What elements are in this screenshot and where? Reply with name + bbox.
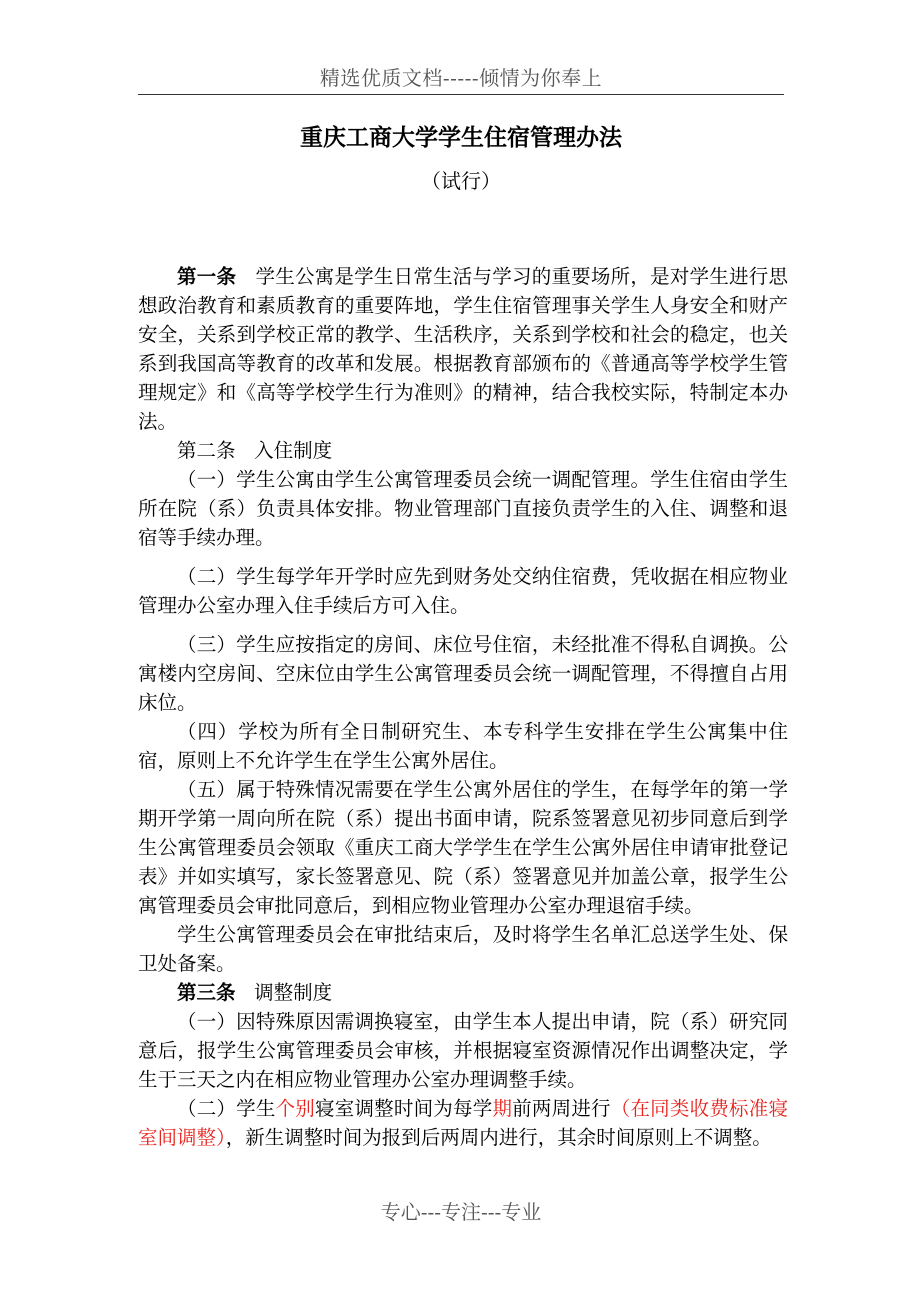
article-1-label: 第一条 xyxy=(177,265,237,288)
highlight-term: 期 xyxy=(492,1097,513,1120)
article-3-item-2 xyxy=(138,1094,788,1152)
highlight-same-fee-note: （在同类收费标准寝室间调整） xyxy=(138,1097,788,1149)
document-title: 重庆工商大学学生住宿管理办法 xyxy=(300,125,622,151)
item-2-part-1: （二）学生 xyxy=(177,1097,276,1120)
article-2-item-2: （二）学生每学年开学时应先到财务处交纳住宿费，凭收据在相应物业管理办公室办理入住手续后方可入住。 xyxy=(138,565,788,617)
article-2-note: 学生公寓管理委员会在审批结束后，及时将学生名单汇总送学生处、保卫处备案。 xyxy=(138,923,788,975)
document-body xyxy=(138,262,788,1152)
article-2-item-3: （三）学生应按指定的房间、床位号住宿，未经批准不得私自调换。公寓楼内空房间、空床位由学生公寓管理委员会统一调配管理，不得擅自占用床位。 xyxy=(138,633,788,714)
article-1 xyxy=(138,262,788,436)
article-3-label: 第三条 xyxy=(177,981,236,1004)
article-3-item-1: （一）因特殊原因需调换寝室，由学生本人提出申请，院（系）研究同意后，报学生公寓管理委员会审核，并根据寝室资源情况作出调整决定，学生于三天之内在相应物业管理办公室办理调整手续。 xyxy=(138,1010,788,1091)
item-2-part-3: 前两周进行 xyxy=(512,1097,611,1120)
article-2-title: 入住制度 xyxy=(254,439,333,462)
article-3-heading xyxy=(138,978,788,1007)
article-2-item-5: （五）属于特殊情况需要在学生公寓外居住的学生，在每学年的第一学期开学第一周向所在院（系）提出书面申请，院系签署意见初步同意后到学生公寓管理委员会领取《重庆工商大学学生在学生公寓外居住申请审批登记表》并如实填写，家长签署意见、院（系）签署意见并加盖公章，报学生公寓管理委员会审批同意后，到相应物业管理办公室办理退宿手续。 xyxy=(138,778,788,917)
article-2-heading xyxy=(138,436,788,465)
document-subtitle: （试行） xyxy=(421,169,501,193)
page-footer: 专心---专注---专业 xyxy=(380,1200,542,1224)
highlight-individual: 个别 xyxy=(275,1097,316,1120)
article-2-item-4: （四）学校为所有全日制研究生、本专科学生安排在学生公寓集中住宿，原则上不允许学生在学生公寓外居住。 xyxy=(138,720,788,772)
article-1-text: 学生公寓是学生日常生活与学习的重要场所，是对学生进行思想政治教育和素质教育的重要阵地，学生住宿管理事关学生人身安全和财产安全，关系到学校正常的教学、生活秩序，关系到学校和社会的稳定，也关系到我国高等教育的改革和发展。根据教育部颁布的《普通高等学校学生管理规定》和《高等学校学生行为准则》的精神，结合我校实际，特制定本办法。 xyxy=(138,265,788,433)
header-divider xyxy=(138,94,784,95)
item-2-part-4: ，新生调整时间为报到后两周内进行，其余时间原则上不调整。 xyxy=(225,1126,772,1149)
article-3-title: 调整制度 xyxy=(254,981,333,1004)
article-2-item-1: （一）学生公寓由学生公寓管理委员会统一调配管理。学生住宿由学生所在院（系）负责具体安排。物业管理部门直接负责学生的入住、调整和退宿等手续办理。 xyxy=(138,468,788,549)
item-2-part-2: 寝室调整时间为每学 xyxy=(315,1097,493,1120)
page-header: 精选优质文档-----倾情为你奉上 xyxy=(319,66,603,90)
article-2-label: 第二条 xyxy=(177,439,236,462)
